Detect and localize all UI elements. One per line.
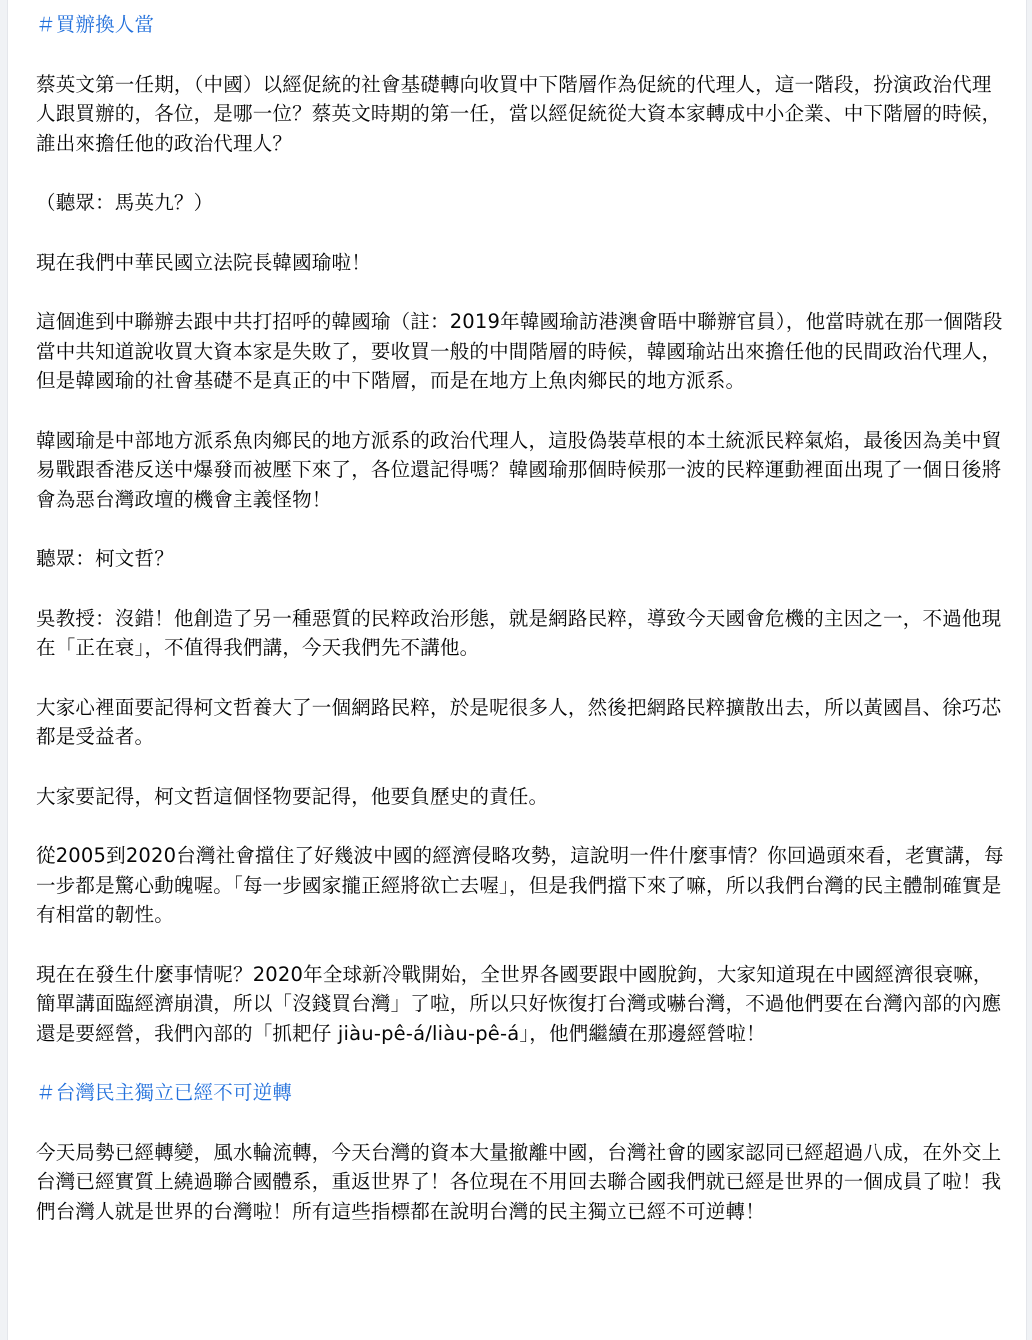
post-body (36, 10, 1011, 1226)
hashtag-link[interactable]: ＃買辦換人當 (36, 13, 155, 36)
hashtag-line (36, 1078, 1011, 1108)
paragraph: 蔡英文第一任期，（中國）以經促統的社會基礎轉向收買中下階層作為促統的代理人，這一階段，扮演政治代理人跟買辦的，各位，是哪一位？蔡英文時期的第一任，當以經促統從大資本家轉成中小企業、中下階層的時候，誰出來擔任他的政治代理人？ (36, 72, 1002, 155)
paragraph: （聽眾：馬英九？） (36, 191, 214, 214)
paragraph: 今天局勢已經轉變，風水輪流轉，今天台灣的資本大量撤離中國，台灣社會的國家認同已經超過八成，在外交上台灣已經實質上繞過聯合國體系，重返世界了！各位現在不用回去聯合國我們就已經是世界的一個成員了啦！我們台灣人就是世界的台灣啦！所有這些指標都在說明台灣的民主獨立已經不可逆轉！ (36, 1140, 1002, 1223)
paragraph: 從2005到2020台灣社會擋住了好幾波中國的經濟侵略攻勢，這說明一件什麼事情？你回過頭來看，老實講，每一步都是驚心動魄喔。「每一步國家攏正經將欲亡去喔」，但是我們擋下來了嘛，所以我們台灣的民主體制確實是有相當的韌性。 (36, 844, 1004, 926)
post-card (7, 0, 1027, 1340)
paragraph: 大家要記得，柯文哲這個怪物要記得，他要負歷史的責任。 (36, 784, 549, 808)
hashtag-link[interactable]: ＃台灣民主獨立已經不可逆轉 (36, 1081, 293, 1104)
paragraph: 這個進到中聯辦去跟中共打招呼的韓國瑜（註：2019年韓國瑜訪港澳會晤中聯辦官員），他當時就在那一個階段當中共知道說收買大資本家是失敗了，要收買一般的中間階層的時候，韓國瑜站出來擔任他的民間政治代理人，但是韓國瑜的社會基礎不是真正的中下階層，而是在地方上魚肉鄉民的地方派系。 (36, 310, 1003, 392)
paragraph: 現在在發生什麼事情呢？2020年全球新冷戰開始，全世界各國要跟中國脫鉤，大家知道現在中國經濟很衰嘛，簡單講面臨經濟崩潰，所以「沒錢買台灣」了啦，所以只好恢復打台灣或嚇台灣，不過他們要在台灣內部的內應還是要經營，我們內部的「抓耙仔 jiàu-pê-á/liàu-pê-á」，他們繼續在那邊經營啦！ (36, 962, 1002, 1045)
paragraph: 吳教授：沒錯！他創造了另一種惡質的民粹政治形態，就是網路民粹，導致今天國會危機的主因之一，不過他現在「正在衰」，不值得我們講，今天我們先不講他。 (36, 606, 1002, 659)
paragraph: 韓國瑜是中部地方派系魚肉鄉民的地方派系的政治代理人，這股偽裝草根的本土統派民粹氣焰，最後因為美中貿易戰跟香港反送中爆發而被壓下來了，各位還記得嗎？韓國瑜那個時候那一波的民粹運動裡面出現了一個日後將會為惡台灣政壇的機會主義怪物！ (36, 428, 1002, 511)
hashtag-line (36, 10, 1011, 40)
paragraph: 大家心裡面要記得柯文哲養大了一個網路民粹，於是呢很多人，然後把網路民粹擴散出去，所以黃國昌、徐巧芯都是受益者。 (36, 695, 1002, 748)
paragraph: 現在我們中華民國立法院長韓國瑜啦！ (36, 250, 371, 274)
paragraph: 聽眾：柯文哲？ (36, 547, 174, 570)
